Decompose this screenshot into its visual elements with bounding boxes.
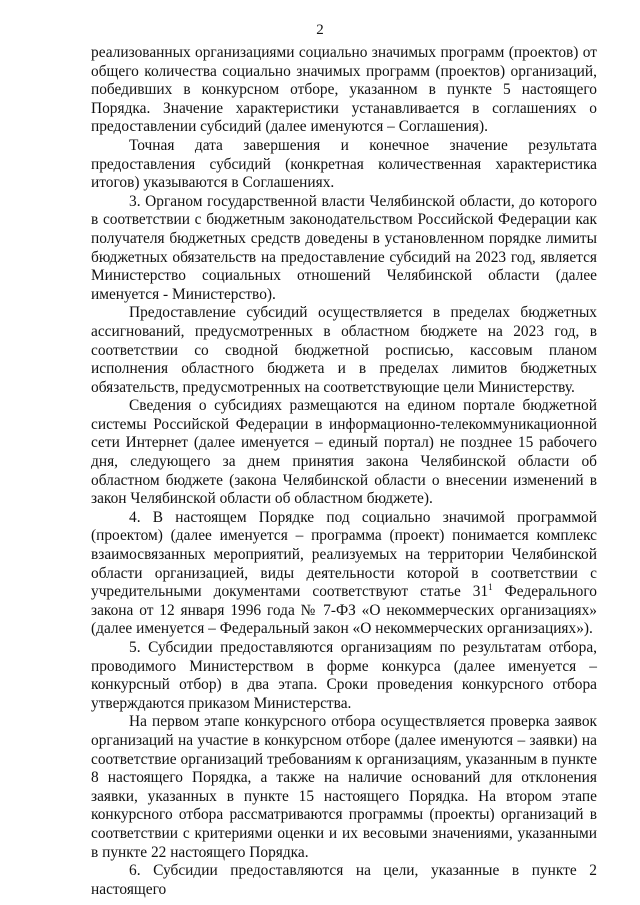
item-4-text-after: Федерального закона от 12 января 1996 года № 7-ФЗ «О некоммерческих организациях» (далее именуется – Федеральный закон «О некоммерческих организациях»). <box>91 583 597 638</box>
paragraph-result-deadline: Точная дата завершения и конечное значение результата предоставления субсидий (конкретная количественная характеристика итогов) указываются в Соглашениях. <box>91 136 597 192</box>
paragraph-continuation: реализованных организациями социально значимых программ (проектов) от общего количества социально значимых программ (проектов) организаций, победивших в конкурсном отборе, указанном в пункте 5 настоящего Порядка. Значение характеристики устанавливается в соглашениях о предоставлении субсидий (далее именуются – Соглашения). <box>91 44 597 136</box>
paragraph-item-6: 6. Субсидии предоставляются на цели, указанные в пункте 2 настоящего <box>91 862 597 898</box>
page-number: 2 <box>316 22 324 38</box>
article-superscript: 1 <box>488 582 493 593</box>
paragraph-item-5: 5. Субсидии предоставляются организациям по результатам отбора, проводимого Министерством в форме конкурса (далее именуется – конкурсный отбор) в два этапа. Сроки проведения конкурсного отбора утверждаются приказом Министерства. <box>91 639 597 712</box>
paragraph-budget-allocations: Предоставление субсидий осуществляется в пределах бюджетных ассигнований, предусмотренных в областном бюджете на 2023 год, в соответствии со сводной бюджетной росписью, кассовым планом исполнения областного бюджета и в пределах лимитов бюджетных обязательств, предусмотренных на соответствующие цели Министерству. <box>91 304 597 396</box>
item-4-text-before: 4. В настоящем Порядке под социально значимой программой (проектом) (далее именуется – программа (проект) понимается комплекс взаимосвязанных мероприятий, реализуемых на территории Челябинской области организацией, виды деятельности которой в соответствии с учредительными документами соответствуют статье 31 <box>91 508 597 601</box>
paragraph-item-3: 3. Органом государственной власти Челябинской области, до которого в соответствии с бюджетным законодательством Российской Федерации как получателя бюджетных средств доведены в установленном порядке лимиты бюджетных обязательств на предоставление субсидий на 2023 год, является Министерство социальных отношений Челябинской области (далее именуется - Министерство). <box>91 192 597 303</box>
paragraph-item-4 <box>91 509 597 639</box>
document-body <box>91 44 597 899</box>
paragraph-selection-stages: На первом этапе конкурсного отбора осуществляется проверка заявок организаций на участие в конкурсном отборе (далее именуются – заявки) на соответствие организаций требованиям к организациям, указанным в пункте 8 настоящего Порядка, а также на наличие оснований для отклонения заявки, указанных в пункте 15 настоящего Порядка. На втором этапе конкурсного отбора рассматриваются программы (проекты) организаций в соответствии с критериями оценки и их весовыми значениями, указанными в пункте 22 настоящего Порядка. <box>91 713 597 861</box>
paragraph-portal-info: Сведения о субсидиях размещаются на едином портале бюджетной системы Российской Федерации в информационно-телекоммуникационной сети Интернет (далее именуется – единый портал) не позднее 15 рабочего дня, следующего за днем принятия закона Челябинской области об областном бюджете (закона Челябинской области о внесении изменений в закон Челябинской области об областном бюджете). <box>91 397 597 508</box>
